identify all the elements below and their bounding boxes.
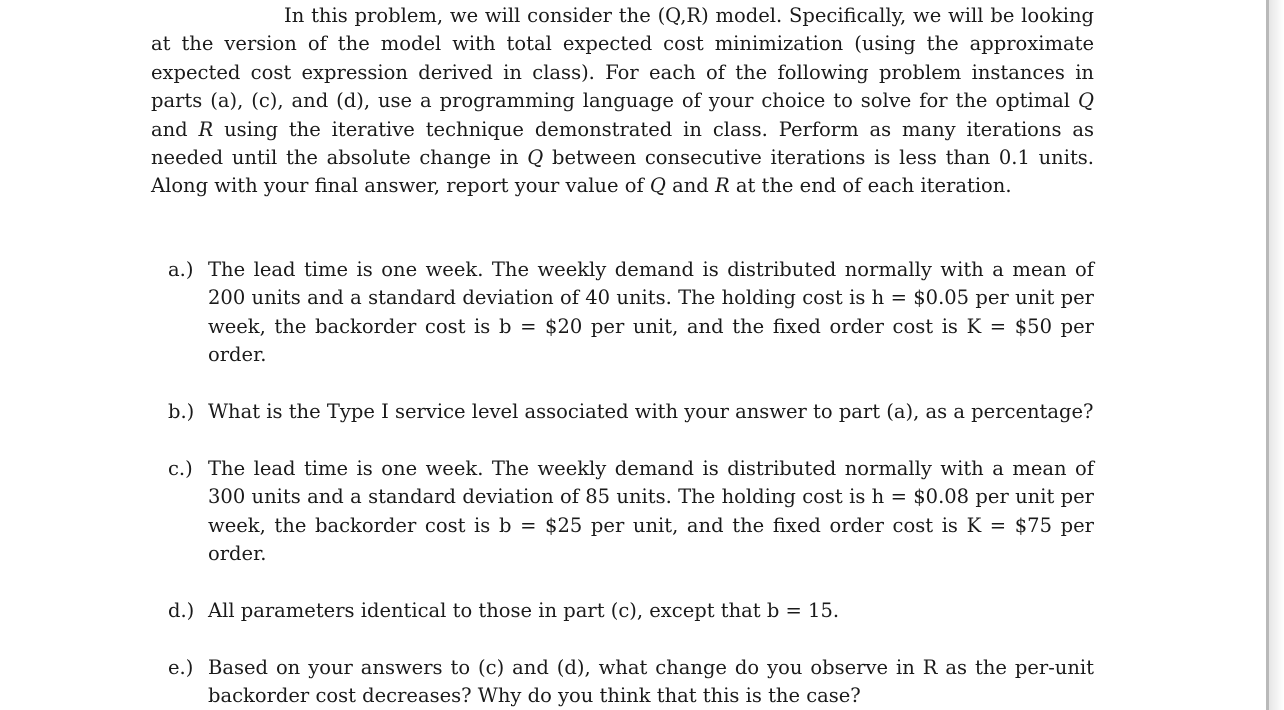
- part-label: e.): [168, 656, 194, 679]
- intro-text-1: In this problem, we will consider the (Q,R) model. Specifically, we will be looking at the version of the model with total expected cost minimization (using the approximate expected cost expression derived in class). For each of the following problem instances in parts (a), (c), and (d), use a programming language of your choice to solve for the optimal: [151, 4, 1094, 113]
- intro-and: and: [665, 174, 715, 198]
- part-b: [168, 398, 1094, 426]
- part-text: The lead time is one week. The weekly demand is distributed normally with a mean of 200 units and a standard deviation of 40 units. The holding cost is h = $0.05 per unit per week, the backorder cost is b = $20 per unit, and the fixed order cost is K = $50 per order.: [208, 258, 1094, 367]
- page-shadow: [1269, 0, 1284, 710]
- part-a: [168, 256, 1094, 370]
- intro-var-r: R: [714, 174, 730, 198]
- part-d: [168, 597, 1094, 625]
- part-label: a.): [168, 258, 194, 281]
- part-c: [168, 455, 1094, 569]
- part-text: Based on your answers to (c) and (d), what change do you observe in R as the per-unit backorder cost decreases? Why do you think that this is the case?: [208, 656, 1094, 708]
- intro-text-3: between consecutive iterations is less than 0.1 units. Along with your final answer, report your value of: [151, 146, 1094, 198]
- intro-paragraph: [151, 2, 1094, 201]
- intro-var-q: Q: [649, 174, 666, 198]
- part-label: c.): [168, 457, 193, 480]
- intro-text-4: at the end of each iteration.: [729, 174, 1012, 198]
- intro-var-q: Q: [527, 146, 544, 170]
- part-text: What is the Type I service level associated with your answer to part (a), as a percentage?: [208, 400, 1094, 423]
- intro-and: and: [151, 117, 199, 141]
- part-e: [168, 654, 1094, 710]
- intro-var-r: R: [198, 117, 214, 141]
- intro-var-q: Q: [1078, 89, 1094, 113]
- part-label: b.): [168, 400, 195, 423]
- part-text: The lead time is one week. The weekly demand is distributed normally with a mean of 300 units and a standard deviation of 85 units. The holding cost is h = $0.08 per unit per week, the backorder cost is b = $25 per unit, and the fixed order cost is K = $75 per order.: [208, 457, 1094, 566]
- part-text: All parameters identical to those in part (c), except that b = 15.: [208, 599, 840, 622]
- intro-text-2: using the iterative technique demonstrated in class. Perform as many iterations as needed until the absolute change in: [151, 117, 1094, 170]
- part-label: d.): [168, 599, 195, 622]
